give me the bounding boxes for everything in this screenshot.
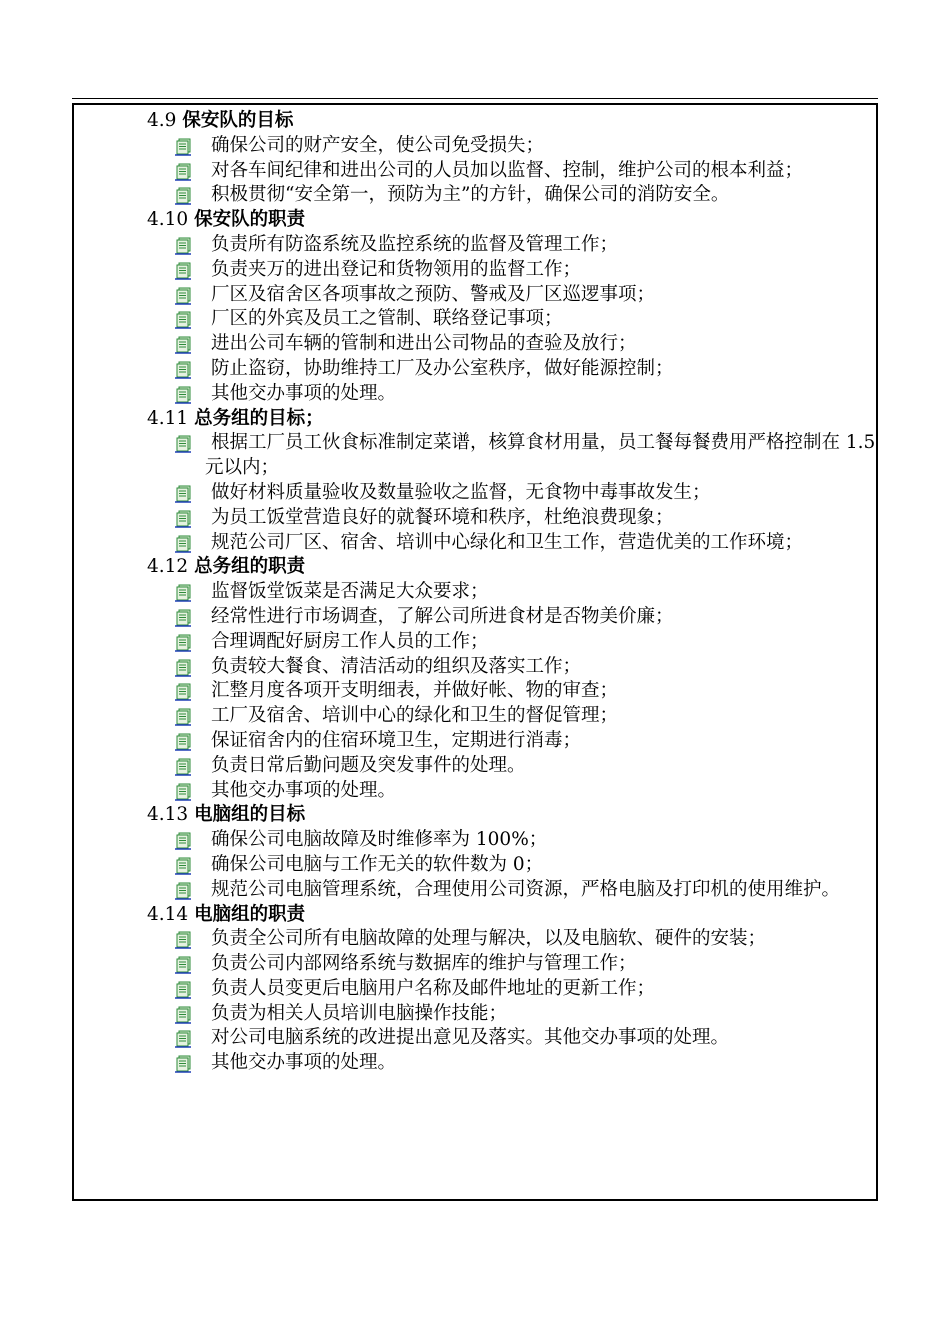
document-pages-icon [174, 311, 192, 329]
section [147, 208, 877, 406]
document-pages-icon [174, 1055, 192, 1073]
list-item-text: 对各车间纪律和进出公司的人员加以监督、控制，维护公司的根本利益； [211, 159, 804, 181]
list-item-text: 规范公司电脑管理系统，合理使用公司资源，严格电脑及打印机的使用维护。 [211, 878, 841, 900]
list-item [147, 506, 877, 531]
document-pages-icon [174, 758, 192, 776]
section-number: 4.14 [147, 903, 189, 925]
document-pages-icon [174, 361, 192, 379]
list-item-text: 防止盗窃，协助维持工厂及办公室秩序，做好能源控制； [211, 357, 674, 379]
document-pages-icon [174, 485, 192, 503]
document-pages-icon [174, 857, 192, 875]
section [147, 803, 877, 902]
list-item [147, 431, 877, 481]
list-item-text: 确保公司的财产安全，使公司免受损失； [211, 134, 545, 156]
list-item [147, 853, 877, 878]
section-number: 4.10 [147, 209, 189, 231]
document-pages-icon [174, 584, 192, 602]
document-pages-icon [174, 733, 192, 751]
list-item [147, 1051, 877, 1076]
bullet-list [147, 927, 877, 1076]
list-item-text: 负责所有防盗系统及监控系统的监督及管理工作； [211, 233, 619, 255]
list-item [147, 952, 877, 977]
section [147, 109, 877, 208]
document-pages-icon [174, 336, 192, 354]
list-item-text: 负责全公司所有电脑故障的处理与解决，以及电脑软、硬件的安装； [211, 928, 767, 950]
list-item [147, 481, 877, 506]
list-item-text: 负责公司内部网络系统与数据库的维护与管理工作； [211, 953, 637, 975]
bullet-list [147, 828, 877, 902]
list-item-text: 经常性进行市场调查，了解公司所进食材是否物美价廉； [211, 605, 674, 627]
document-pages-icon [174, 832, 192, 850]
list-item-text: 积极贯彻“安全第一，预防为主”的方针，确保公司的消防安全。 [211, 184, 730, 206]
section [147, 903, 877, 1077]
list-item [147, 828, 877, 853]
list-item-text: 合理调配好厨房工作人员的工作； [211, 630, 489, 652]
document-pages-icon [174, 1006, 192, 1024]
section-heading [147, 803, 877, 828]
list-item [147, 233, 877, 258]
section-title: 总务组的目标； [194, 407, 324, 429]
document-pages-icon [174, 783, 192, 801]
bullet-list [147, 431, 877, 555]
section [147, 407, 877, 556]
document-pages-icon [174, 683, 192, 701]
list-item [147, 332, 877, 357]
list-item-text: 对公司电脑系统的改进提出意见及落实。其他交办事项的处理。 [211, 1027, 730, 1049]
list-item [147, 580, 877, 605]
list-item-text: 负责较大餐食、清洁活动的组织及落实工作； [211, 655, 582, 677]
list-item [147, 977, 877, 1002]
list-item [147, 630, 877, 655]
list-item-text: 规范公司厂区、宿舍、培训中心绿化和卫生工作，营造优美的工作环境； [211, 531, 804, 553]
section-heading [147, 109, 877, 134]
list-item-text: 根据工厂员工伙食标准制定菜谱，核算食材用量，员工餐每餐费用严格控制在 1.5 元以内； [205, 432, 876, 479]
section-title: 电脑组的目标 [194, 804, 306, 826]
list-item [147, 605, 877, 630]
section-heading [147, 903, 877, 928]
bullet-list [147, 233, 877, 407]
document-pages-icon [174, 262, 192, 280]
list-item [147, 258, 877, 283]
list-item-text: 负责日常后勤问题及突发事件的处理。 [211, 754, 526, 776]
list-item [147, 729, 877, 754]
bullet-list [147, 580, 877, 803]
document-pages-icon [174, 510, 192, 528]
document-pages-icon [174, 634, 192, 652]
document-pages-icon [174, 237, 192, 255]
bullet-list [147, 134, 877, 208]
list-item [147, 1026, 877, 1051]
list-item-text: 厂区及宿舍区各项事故之预防、警戒及厂区巡逻事项； [211, 283, 656, 305]
list-item [147, 927, 877, 952]
document-pages-icon [174, 931, 192, 949]
list-item [147, 1002, 877, 1027]
list-item-text: 为员工饭堂营造良好的就餐环境和秩序，杜绝浪费现象； [211, 506, 674, 528]
list-item-text: 做好材料质量验收及数量验收之监督，无食物中毒事故发生； [211, 481, 711, 503]
section-heading [147, 555, 877, 580]
document-pages-icon [174, 535, 192, 553]
document-pages-icon [174, 956, 192, 974]
list-item [147, 704, 877, 729]
list-item-text: 进出公司车辆的管制和进出公司物品的查验及放行； [211, 333, 637, 355]
document-pages-icon [174, 708, 192, 726]
document-pages-icon [174, 609, 192, 627]
section-title: 电脑组的职责 [194, 903, 306, 925]
section-number: 4.11 [147, 407, 189, 429]
document-pages-icon [174, 981, 192, 999]
list-item [147, 779, 877, 804]
list-item [147, 655, 877, 680]
list-item-text: 其他交办事项的处理。 [211, 382, 397, 404]
document-pages-icon [174, 287, 192, 305]
list-item-text: 其他交办事项的处理。 [211, 779, 397, 801]
list-item-text: 负责夹万的进出登记和货物领用的监督工作； [211, 258, 582, 280]
list-item-text: 确保公司电脑与工作无关的软件数为 0； [211, 853, 544, 875]
top-rule [72, 98, 878, 99]
section-title: 保安队的目标 [182, 110, 294, 131]
document-pages-icon [174, 882, 192, 900]
section-heading [147, 407, 877, 432]
section-title: 保安队的职责 [194, 209, 306, 231]
document-pages-icon [174, 187, 192, 205]
document-pages-icon [174, 1030, 192, 1048]
list-item [147, 382, 877, 407]
section-title: 总务组的职责 [194, 556, 306, 578]
list-item-text: 厂区的外宾及员工之管制、联络登记事项； [211, 308, 563, 330]
document-frame [72, 103, 878, 1201]
list-item [147, 754, 877, 779]
list-item [147, 159, 877, 184]
list-item [147, 283, 877, 308]
section-heading [147, 208, 877, 233]
section-number: 4.12 [147, 556, 189, 578]
document-pages-icon [174, 386, 192, 404]
section-number: 4.13 [147, 804, 189, 826]
list-item [147, 134, 877, 159]
list-item [147, 357, 877, 382]
document-pages-icon [174, 163, 192, 181]
document-pages-icon [174, 435, 192, 453]
list-item-text: 负责为相关人员培训电脑操作技能； [211, 1002, 508, 1024]
list-item [147, 307, 877, 332]
list-item-text: 其他交办事项的处理。 [211, 1052, 397, 1074]
document-content [147, 109, 877, 1076]
list-item-text: 负责人员变更后电脑用户名称及邮件地址的更新工作； [211, 977, 656, 999]
list-item [147, 531, 877, 556]
document-pages-icon [174, 138, 192, 156]
list-item [147, 183, 877, 208]
list-item-text: 工厂及宿舍、培训中心的绿化和卫生的督促管理； [211, 705, 619, 727]
list-item-text: 汇整月度各项开支明细表，并做好帐、物的审查； [211, 680, 619, 702]
section-number: 4.9 [147, 110, 177, 131]
list-item [147, 878, 877, 903]
list-item-text: 监督饭堂饭菜是否满足大众要求； [211, 581, 489, 603]
section [147, 555, 877, 803]
list-item-text: 保证宿舍内的住宿环境卫生，定期进行消毒； [211, 729, 582, 751]
list-item [147, 679, 877, 704]
document-pages-icon [174, 659, 192, 677]
list-item-text: 确保公司电脑故障及时维修率为 100%； [211, 829, 548, 851]
